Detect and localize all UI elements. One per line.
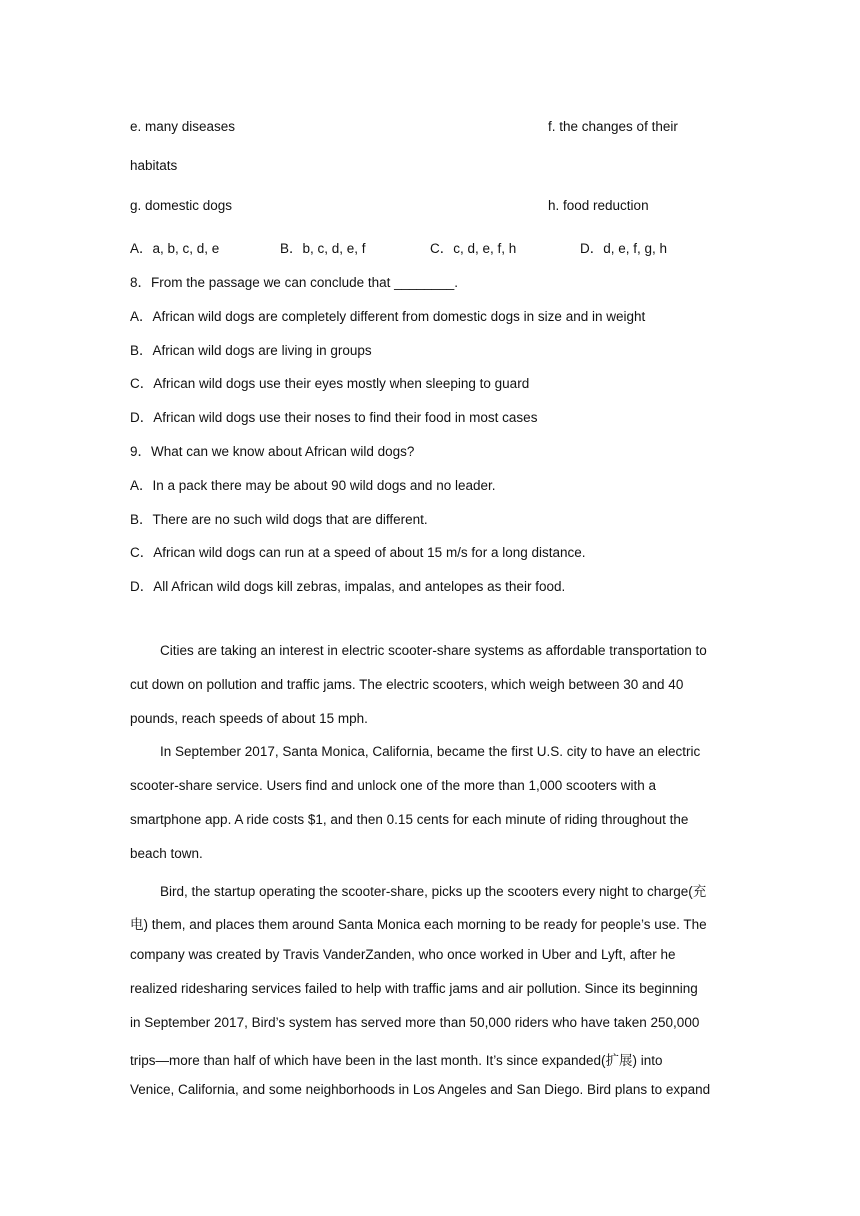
passage-line: pounds, reach speeds of about 15 mph. (130, 711, 368, 726)
q9-choice-d: D．All African wild dogs kill zebras, impalas, and antelopes as their food. (130, 579, 566, 594)
passage-line: In September 2017, Santa Monica, California, became the first U.S. city to have an electric (160, 744, 701, 759)
option-f-continued: habitats (130, 158, 178, 173)
q8-stem: 8．From the passage we can conclude that ________. (130, 275, 458, 290)
passage-line: trips—more than half of which have been in the last month. It’s since expanded(扩展) into (130, 1053, 663, 1068)
q7-choice-a: A．a, b, c, d, e (130, 241, 220, 256)
q7-choice-b: B．b, c, d, e, f (280, 241, 366, 256)
q9-choice-a: A．In a pack there may be about 90 wild dogs and no leader. (130, 478, 496, 493)
q7-choice-c: C．c, d, e, f, h (430, 241, 517, 256)
q9-choice-b: B．There are no such wild dogs that are different. (130, 512, 428, 527)
option-f: f. the changes of their (548, 119, 678, 134)
q9-stem: 9．What can we know about African wild dogs? (130, 444, 415, 459)
q8-choice-d: D．African wild dogs use their noses to find their food in most cases (130, 410, 538, 425)
q7-choice-d: D．d, e, f, g, h (580, 241, 668, 256)
q9-choice-c: C．African wild dogs can run at a speed of about 15 m/s for a long distance. (130, 545, 586, 560)
passage-line: Cities are taking an interest in electric scooter-share systems as affordable transportation to (160, 643, 707, 658)
passage-line: smartphone app. A ride costs $1, and then 0.15 cents for each minute of riding throughout the (130, 812, 689, 827)
q8-choice-b: B．African wild dogs are living in groups (130, 343, 372, 358)
passage-line: 电) them, and places them around Santa Monica each morning to be ready for people’s use. The (130, 917, 707, 932)
passage-line: in September 2017, Bird’s system has served more than 50,000 riders who have taken 250,000 (130, 1015, 700, 1030)
q8-choice-a: A．African wild dogs are completely different from domestic dogs in size and in weight (130, 309, 646, 324)
q8-choice-c: C．African wild dogs use their eyes mostly when sleeping to guard (130, 376, 530, 391)
passage-line: company was created by Travis VanderZanden, who once worked in Uber and Lyft, after he (130, 947, 676, 962)
passage-line: Venice, California, and some neighborhoods in Los Angeles and San Diego. Bird plans to expand (130, 1082, 711, 1097)
option-h: h. food reduction (548, 198, 649, 213)
passage-line: Bird, the startup operating the scooter-share, picks up the scooters every night to charge(充 (160, 884, 707, 899)
option-g: g. domestic dogs (130, 198, 233, 213)
option-e: e. many diseases (130, 119, 236, 134)
passage-line: scooter-share service. Users find and unlock one of the more than 1,000 scooters with a (130, 778, 657, 793)
passage-line: realized ridesharing services failed to help with traffic jams and air pollution. Since its beginning (130, 981, 698, 996)
passage-line: cut down on pollution and traffic jams. The electric scooters, which weigh between 30 and 40 (130, 677, 684, 692)
passage-line: beach town. (130, 846, 203, 861)
